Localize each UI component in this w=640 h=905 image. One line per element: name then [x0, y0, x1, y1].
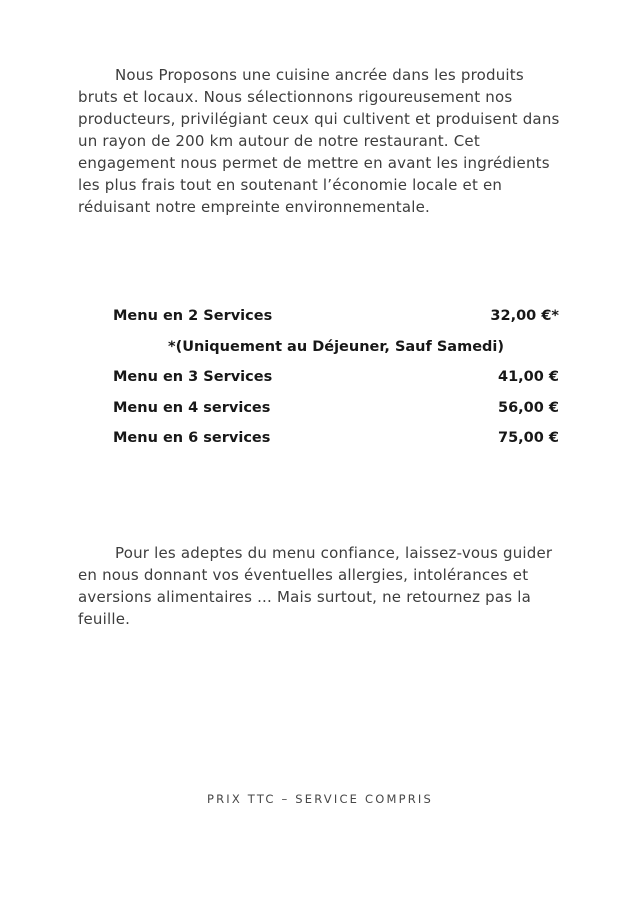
menu-price-list: [113, 308, 559, 446]
intro-paragraph: Nous Proposons une cuisine ancrée dans les produits bruts et locaux. Nous sélectionnons rigoureusement nos producteurs, privilégiant ceux qui cultivent et produisent dans un rayon de 200 km autour de notre restaurant. Cet engagement nous permet de mettre en avant les ingrédients les plus frais tout en soutenant l’économie locale et en réduisant notre empreinte environnementale.: [78, 66, 560, 216]
menu-item-label: Menu en 6 services: [113, 430, 271, 446]
menu-row: [113, 369, 559, 385]
confidence-paragraph: Pour les adeptes du menu confiance, laissez-vous guider en nous donnant vos éventuelles allergies, intolérances et aversions alimentaires ... Mais surtout, ne retournez pas la feuille.: [78, 544, 553, 628]
menu-row: [113, 430, 559, 446]
footer-note: PRIX TTC – SERVICE COMPRIS: [206, 792, 434, 806]
menu-item-price: 41,00 €: [497, 369, 559, 385]
menu-item-label: Menu en 4 services: [113, 399, 271, 416]
menu-item-label: Menu en 3 Services: [113, 369, 273, 385]
menu-note: *(Uniquement au Déjeuner, Sauf Samedi): [168, 338, 504, 355]
menu-item-price: 32,00 €*: [490, 308, 559, 324]
menu-item-price: 56,00 €: [497, 399, 559, 416]
menu-row: [113, 308, 559, 324]
menu-item-price: 75,00 €: [497, 430, 559, 446]
menu-item-label: Menu en 2 Services: [113, 308, 273, 324]
menu-row: [113, 400, 559, 416]
